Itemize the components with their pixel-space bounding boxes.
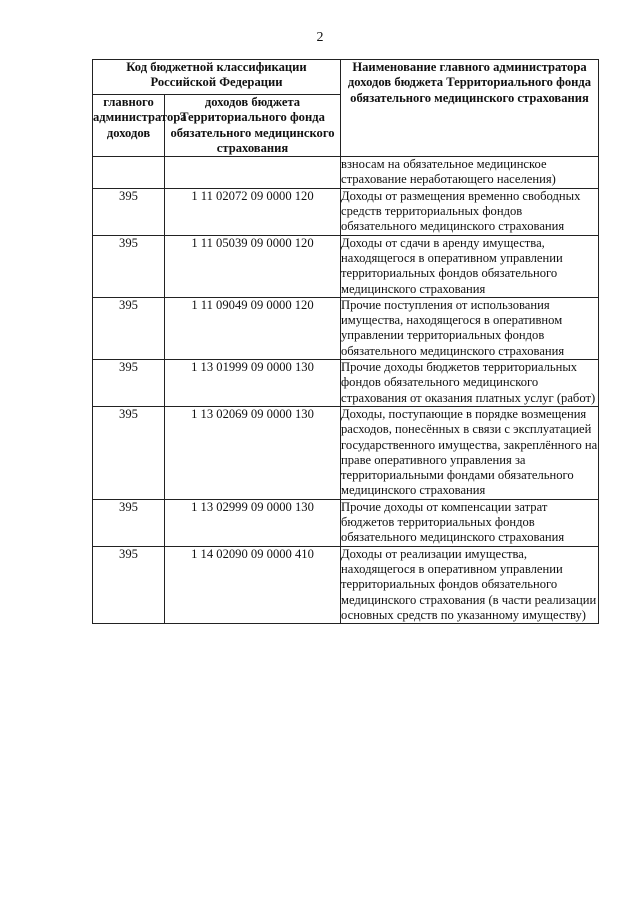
cell-code: 1 11 05039 09 0000 120: [165, 235, 341, 297]
table-row: [93, 235, 599, 297]
header-row-group: [93, 60, 599, 95]
cell-description: Прочие доходы бюджетов территориальных фондов обязательного медицинского страхования от оказания платных услуг (работ): [341, 360, 599, 407]
cell-admin: 395: [93, 188, 165, 235]
cell-admin: 395: [93, 297, 165, 359]
cell-admin: 395: [93, 360, 165, 407]
table-row: [93, 546, 599, 623]
cell-description: Прочие доходы от компенсации затрат бюджетов территориальных фондов обязательного медицинского страхования: [341, 499, 599, 546]
page-number: 2: [316, 30, 324, 45]
cell-description: Доходы от реализации имущества, находящегося в оперативном управлении территориальных фондов обязательного медицинского страхования (в части реализации основных средств по указанному имуществу): [341, 546, 599, 623]
cell-description: Доходы от сдачи в аренду имущества, находящегося в оперативном управлении территориальных фондов обязательного медицинского страхования: [341, 235, 599, 297]
header-budget-classification-code: Код бюджетной классификации Российской Федерации: [93, 60, 341, 95]
table-row: [93, 360, 599, 407]
table-row: [93, 188, 599, 235]
cell-admin: 395: [93, 235, 165, 297]
header-administrator-name: Наименование главного администратора доходов бюджета Территориального фонда обязательного медицинского страхования: [341, 60, 599, 157]
cell-description: Прочие поступления от использования имущества, находящегося в оперативном управлении территориальных фондов обязательного медицинского страхования: [341, 297, 599, 359]
cell-code: 1 13 02069 09 0000 130: [165, 406, 341, 499]
cell-admin: [93, 157, 165, 189]
table-row: [93, 297, 599, 359]
cell-admin: 395: [93, 546, 165, 623]
cell-admin: 395: [93, 499, 165, 546]
table-row: [93, 499, 599, 546]
cell-code: 1 14 02090 09 0000 410: [165, 546, 341, 623]
table-row-continuation: [93, 157, 599, 189]
cell-code: 1 11 02072 09 0000 120: [165, 188, 341, 235]
header-income-code: доходов бюджета Территориального фонда обязательного медицинского страхования: [165, 95, 341, 157]
cell-description: взносам на обязательное медицинское страхование неработающего населения): [341, 157, 599, 189]
cell-admin: 395: [93, 406, 165, 499]
table-row: [93, 406, 599, 499]
cell-code: 1 13 02999 09 0000 130: [165, 499, 341, 546]
cell-description: Доходы, поступающие в порядке возмещения расходов, понесённых в связи с эксплуатацией государственного имущества, закреплённого на праве оперативного управления за территориальными фондами обязательного медицинского страхования: [341, 406, 598, 498]
table-body: [93, 157, 599, 624]
budget-classification-table: [92, 59, 599, 624]
header-main-administrator: главного администратора доходов: [93, 95, 165, 157]
cell-description: Доходы от размещения временно свободных средств территориальных фондов обязательного медицинского страхования: [341, 188, 599, 235]
cell-code: 1 11 09049 09 0000 120: [165, 297, 341, 359]
cell-code: [165, 157, 341, 189]
cell-code: 1 13 01999 09 0000 130: [165, 360, 341, 407]
